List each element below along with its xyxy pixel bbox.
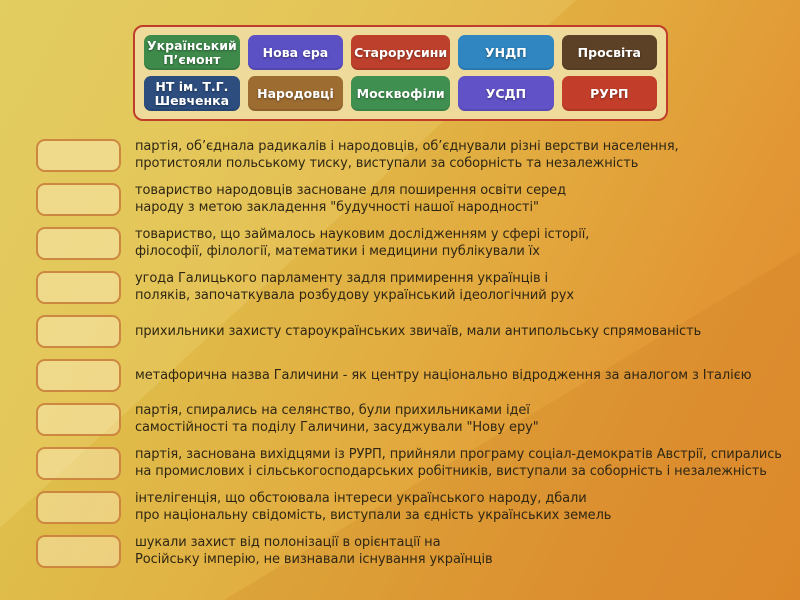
clue-line: партія, заснована вихідцями із РУРП, прийняли програму соціал-демократів Австрії, спирались [135, 447, 782, 462]
clue-text [135, 323, 701, 340]
answer-tile-label: Просвіта [577, 44, 641, 60]
clue-text [135, 270, 574, 304]
clue-line: інтелігенція, що обстоювала інтереси українського народу, дбали [135, 491, 587, 506]
clue-row [36, 265, 792, 309]
drop-slot[interactable] [36, 315, 121, 348]
drop-slot[interactable] [36, 359, 121, 392]
drop-slot[interactable] [36, 491, 121, 524]
clue-line: шукали захист від полонізації в орієнтації на [135, 535, 441, 550]
clue-line: філософії, філології, математики і медицини публікували їх [135, 244, 540, 259]
clue-text [135, 402, 539, 436]
clue-line: товариство, що займалось науковим дослідженням у сфері історії, [135, 227, 590, 242]
clue-row [36, 309, 792, 353]
clue-text [135, 534, 493, 568]
answer-tile-label: Старорусини [354, 44, 448, 60]
answer-tile-panel [133, 25, 668, 121]
drop-slot[interactable] [36, 271, 121, 304]
clue-row [36, 221, 792, 265]
clue-line: народу з метою закладення "будучності нашої народності" [135, 200, 539, 215]
clue-line: на промислових і сільськогосподарських робітників, виступали за соборність і незалежність [135, 464, 767, 479]
answer-tile[interactable] [458, 35, 553, 70]
answer-tile-label: Український П’ємонт [147, 37, 237, 67]
drop-slot[interactable] [36, 227, 121, 260]
answer-tile[interactable] [562, 35, 657, 70]
answer-tile[interactable] [351, 35, 450, 70]
clue-line: протистояли польському тиску, виступали за соборність та незалежність [135, 156, 639, 171]
answer-tile[interactable] [144, 76, 240, 111]
clue-list [36, 133, 792, 573]
clue-row [36, 177, 792, 221]
clue-line: метафорична назва Галичини - як центру національно відродження за аналогом з Італією [135, 367, 752, 383]
clue-line: прихильники захисту староукраїнських звичаїв, мали антипольську спрямованість [135, 323, 702, 339]
answer-tile-label: Москвофіли [356, 85, 445, 101]
clue-text [135, 490, 611, 524]
answer-tile-label: Нова ера [262, 44, 329, 60]
drop-slot[interactable] [36, 535, 121, 568]
clue-line: угода Галицького парламенту задля примирення українців і [135, 271, 549, 286]
answer-tile[interactable] [144, 35, 240, 70]
clue-line: поляків, започаткувала розбудову український ідеологічний рух [135, 288, 574, 303]
answer-tile[interactable] [458, 76, 553, 111]
clue-line: про національну свідомість, виступали за єдність українських земель [135, 508, 612, 523]
answer-tile[interactable] [248, 76, 343, 111]
clue-row [36, 353, 792, 397]
clue-text [135, 367, 751, 384]
clue-line: самостійності та поділу Галичини, засуджували "Нову еру" [135, 420, 539, 435]
drop-slot[interactable] [36, 139, 121, 172]
answer-tile[interactable] [248, 35, 343, 70]
drop-slot[interactable] [36, 403, 121, 436]
clue-row [36, 397, 792, 441]
answer-tile[interactable] [562, 76, 657, 111]
clue-row [36, 133, 792, 177]
drop-slot[interactable] [36, 183, 121, 216]
clue-row [36, 441, 792, 485]
clue-line: товариство народовців засноване для поширення освіти серед [135, 183, 566, 198]
answer-tile-label: НТ ім. Т.Г. Шевченка [154, 78, 230, 108]
clue-line: партія, об’єднала радикалів і народовців, об’єднували різні верстви населення, [135, 139, 679, 154]
clue-line: Російську імперію, не визнавали існування українців [135, 552, 493, 567]
answer-tile-label: УНДП [485, 44, 527, 60]
answer-tile-label: Народовці [257, 85, 334, 101]
answer-tile-label: РУРП [590, 85, 629, 101]
clue-row [36, 529, 792, 573]
clue-line: партія, спирались на селянство, були прихильниками ідеї [135, 403, 530, 418]
clue-text [135, 226, 589, 260]
clue-text [135, 446, 782, 480]
clue-row [36, 485, 792, 529]
clue-text [135, 182, 566, 216]
drop-slot[interactable] [36, 447, 121, 480]
clue-text [135, 138, 679, 172]
answer-tile-label: УСДП [485, 85, 527, 101]
answer-tile[interactable] [351, 76, 450, 111]
